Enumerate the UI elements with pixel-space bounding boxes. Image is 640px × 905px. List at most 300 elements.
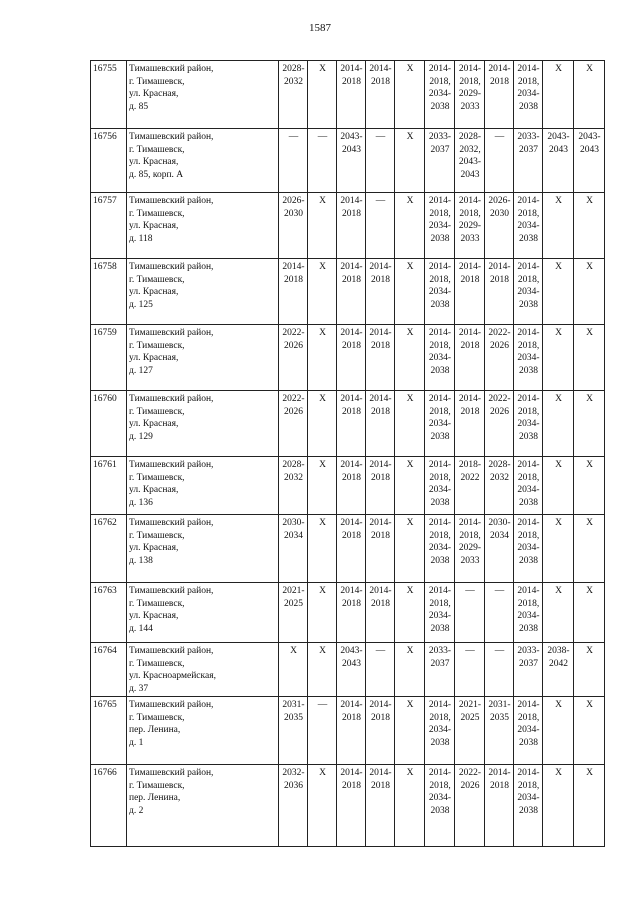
period-value: 2018 [342, 598, 361, 609]
period-value: 2018, [517, 530, 540, 541]
address-cell [127, 325, 279, 391]
period-value: 2034- [428, 287, 452, 297]
period-cell [514, 765, 543, 847]
period-cell [455, 325, 485, 391]
period-value: 2038 [519, 805, 538, 816]
period-cell [543, 129, 574, 193]
table-row [91, 61, 605, 129]
address-cell [127, 697, 279, 765]
period-value: 2031- [488, 700, 511, 710]
period-cell [485, 583, 514, 643]
period-value: 2026 [284, 406, 303, 417]
period-value: 2014- [369, 394, 392, 404]
period-cell [279, 325, 308, 391]
period-value: 2018, [429, 598, 451, 609]
period-value: 2034- [428, 725, 452, 735]
period-value: 2043- [547, 132, 570, 142]
address-line: Тимашевский район, [129, 132, 214, 142]
period-value: 2029- [458, 221, 482, 231]
period-value: — [494, 646, 505, 656]
period-value: X [586, 328, 593, 338]
period-cell [543, 325, 574, 391]
period-value: X [586, 64, 593, 74]
address-line: ул. Красная, [129, 353, 179, 363]
period-value: 2042 [549, 658, 568, 669]
row-number: 16763 [91, 583, 127, 643]
period-value: 2032- [282, 768, 305, 778]
address-line: ул. Красная, [129, 485, 179, 495]
period-value: 2034- [428, 353, 452, 363]
period-cell [543, 643, 574, 697]
address-line: Тимашевский район, [129, 460, 214, 470]
period-cell [574, 697, 605, 765]
period-value: X [319, 262, 326, 272]
period-value: 2018 [460, 340, 480, 351]
period-value: 2014- [428, 586, 452, 596]
period-value: 2018 [342, 472, 361, 483]
period-cell [395, 583, 425, 643]
period-value: 2022- [282, 328, 305, 338]
period-value: 2043 [342, 144, 361, 155]
row-number: 16766 [91, 765, 127, 847]
period-cell [279, 391, 308, 457]
period-value: 2038 [519, 737, 538, 748]
period-cell [514, 325, 543, 391]
address-line: ул. Красная, [129, 419, 179, 429]
period-cell [366, 515, 395, 583]
period-value: 2018 [371, 340, 390, 351]
period-value: 2018, [429, 274, 451, 285]
period-value: X [319, 586, 326, 596]
period-value: 2038 [519, 365, 538, 376]
period-cell [425, 259, 455, 325]
period-cell [308, 129, 337, 193]
period-value: 2014- [428, 460, 452, 470]
period-value: 2037 [519, 144, 538, 155]
period-cell [425, 129, 455, 193]
period-value: 2038 [430, 623, 450, 634]
period-value: X [319, 460, 326, 470]
period-value: 2014- [428, 262, 452, 272]
period-value: 2014- [282, 262, 305, 272]
table-row [91, 259, 605, 325]
address-line: Тимашевский район, [129, 700, 214, 710]
address-line: Тимашевский район, [129, 586, 214, 596]
period-cell [366, 391, 395, 457]
period-value: 2018 [460, 274, 480, 285]
address-line: г. Тимашевск, [129, 598, 185, 609]
period-cell [337, 583, 366, 643]
period-cell [366, 457, 395, 515]
period-value: 2014- [340, 64, 363, 74]
period-value: 2014- [517, 394, 540, 404]
address-line: д. 37 [129, 683, 149, 694]
period-value: 2014- [458, 394, 482, 404]
period-value: 2033 [460, 555, 480, 566]
period-value: 2018 [371, 472, 390, 483]
period-value: 2029- [458, 89, 482, 99]
period-cell [455, 697, 485, 765]
address-cell [127, 259, 279, 325]
period-value: 2018, [517, 780, 540, 791]
period-value: X [555, 64, 562, 74]
address-line: Тимашевский район, [129, 262, 214, 272]
period-value: 2018 [490, 780, 509, 791]
period-value: 2035 [284, 712, 303, 723]
period-value: 2028- [282, 64, 305, 74]
period-cell [574, 515, 605, 583]
period-value: X [406, 586, 414, 596]
period-cell [337, 129, 366, 193]
address-line: г. Тимашевск, [129, 144, 185, 155]
period-value: 2034- [517, 221, 540, 231]
period-value: 2043- [458, 157, 482, 167]
period-value: 2014- [488, 64, 511, 74]
period-value: X [406, 64, 414, 74]
period-value: 2034- [428, 611, 452, 621]
period-cell [543, 61, 574, 129]
period-value: 2034 [284, 530, 303, 541]
period-cell [455, 765, 485, 847]
period-value: 2018 [371, 780, 390, 791]
period-value: 2014- [428, 196, 452, 206]
table-row [91, 457, 605, 515]
period-value: 2034- [517, 485, 540, 495]
address-line: ул. Красная, [129, 287, 179, 297]
address-line: д. 125 [129, 299, 153, 310]
period-value: 2031- [282, 700, 305, 710]
period-cell [395, 325, 425, 391]
period-value: 2018, [517, 712, 540, 723]
period-value: 2018, [429, 76, 451, 87]
period-value: 2033- [428, 132, 452, 142]
period-value: 2038 [430, 101, 450, 112]
period-value: 2014- [517, 460, 540, 470]
period-cell [455, 643, 485, 697]
period-cell [543, 193, 574, 259]
period-value: 2026- [282, 196, 305, 206]
period-cell [279, 583, 308, 643]
address-line: д. 85 [129, 101, 149, 112]
period-cell [514, 457, 543, 515]
period-cell [395, 515, 425, 583]
address-cell [127, 61, 279, 129]
register-body [91, 61, 605, 847]
period-value: 2018 [490, 274, 509, 285]
period-value: X [555, 394, 562, 404]
period-cell [485, 193, 514, 259]
period-cell [543, 515, 574, 583]
period-value: 2037 [519, 658, 538, 669]
period-cell [514, 515, 543, 583]
period-value: 2038 [430, 737, 450, 748]
row-number: 16756 [91, 129, 127, 193]
period-value: X [555, 586, 562, 596]
period-cell [395, 193, 425, 259]
period-value: 2018, [459, 208, 481, 219]
period-value: — [465, 646, 475, 656]
period-value: 2034- [517, 89, 540, 99]
period-value: 2038 [519, 555, 538, 566]
period-cell [366, 61, 395, 129]
address-line: г. Тимашевск, [129, 406, 185, 417]
period-value: 2018 [342, 530, 361, 541]
period-value: 2018, [459, 76, 481, 87]
period-value: 2018 [342, 76, 361, 87]
period-value: 2018 [342, 406, 361, 417]
address-line: ул. Красная, [129, 543, 179, 553]
address-line: ул. Красноармейская, [129, 671, 216, 681]
period-value: 2014- [458, 262, 482, 272]
period-cell [485, 61, 514, 129]
period-cell [366, 765, 395, 847]
period-value: 2034- [517, 419, 540, 429]
period-cell [279, 61, 308, 129]
period-cell [279, 765, 308, 847]
period-value: 2038- [547, 646, 570, 656]
period-cell [279, 193, 308, 259]
period-cell [366, 583, 395, 643]
period-cell [395, 129, 425, 193]
address-cell [127, 643, 279, 697]
period-cell [485, 765, 514, 847]
address-cell [127, 193, 279, 259]
period-value: X [406, 460, 414, 470]
period-value: — [317, 700, 328, 710]
address-line: ул. Красная, [129, 611, 179, 621]
address-line: д. 1 [129, 737, 144, 748]
period-cell [574, 391, 605, 457]
period-value: 2038 [430, 555, 450, 566]
period-value: 2026- [488, 196, 511, 206]
period-value: 2032 [284, 472, 303, 483]
row-number: 16757 [91, 193, 127, 259]
period-value: X [586, 262, 593, 272]
period-value: 2014- [340, 328, 363, 338]
period-cell [455, 515, 485, 583]
address-line: Тимашевский район, [129, 328, 214, 338]
period-value: 2018, [517, 340, 540, 351]
period-cell [308, 515, 337, 583]
period-value: 2033 [460, 101, 480, 112]
period-cell [425, 391, 455, 457]
period-value: 2028- [488, 460, 511, 470]
period-cell [308, 259, 337, 325]
period-value: 2018, [429, 472, 451, 483]
address-line: д. 129 [129, 431, 153, 442]
address-line: г. Тимашевск, [129, 780, 185, 791]
period-value: 2043- [340, 646, 363, 656]
address-line: ул. Красная, [129, 221, 179, 231]
period-value: 2018, [429, 530, 451, 541]
period-value: 2032 [284, 76, 303, 87]
address-line: Тимашевский район, [129, 768, 214, 778]
period-cell [543, 259, 574, 325]
period-value: 2026 [490, 406, 509, 417]
period-value: 2014- [369, 328, 392, 338]
period-cell [395, 259, 425, 325]
period-cell [514, 643, 543, 697]
period-value: 2018, [429, 340, 451, 351]
period-cell [308, 391, 337, 457]
period-cell [485, 325, 514, 391]
table-row [91, 193, 605, 259]
period-value: X [406, 518, 414, 528]
period-value: 2014- [340, 586, 363, 596]
period-value: 2038 [430, 299, 450, 310]
row-number: 16764 [91, 643, 127, 697]
period-value: 2018- [458, 460, 482, 470]
address-line: г. Тимашевск, [129, 274, 185, 285]
period-cell [455, 61, 485, 129]
address-line: Тимашевский район, [129, 394, 214, 404]
period-cell [543, 765, 574, 847]
period-cell [279, 457, 308, 515]
period-cell [279, 515, 308, 583]
period-value: 2034- [428, 221, 452, 231]
period-cell [366, 129, 395, 193]
period-value: 2018 [342, 208, 361, 219]
period-value: 2018 [342, 340, 361, 351]
address-line: д. 85, корп. А [129, 169, 184, 180]
period-value: 2030 [490, 208, 509, 219]
period-cell [485, 129, 514, 193]
table-row [91, 325, 605, 391]
period-value: 2021- [282, 586, 305, 596]
period-cell [543, 697, 574, 765]
period-cell [337, 457, 366, 515]
period-cell [455, 391, 485, 457]
period-cell [574, 129, 605, 193]
register-table [90, 60, 605, 847]
period-value: 2038 [519, 623, 538, 634]
period-value: X [406, 262, 414, 272]
period-cell [337, 193, 366, 259]
address-line: Тимашевский район, [129, 518, 214, 528]
period-value: 2043 [342, 658, 361, 669]
address-line: г. Тимашевск, [129, 472, 185, 483]
period-value: — [494, 586, 505, 596]
period-value: 2021- [458, 700, 482, 710]
period-value: 2014- [340, 518, 363, 528]
period-value: 2034 [490, 530, 509, 541]
period-cell [514, 129, 543, 193]
period-value: 2014- [517, 328, 540, 338]
period-value: 2028- [458, 132, 482, 142]
period-value: 2026 [284, 340, 303, 351]
period-cell [337, 697, 366, 765]
period-value: 2014- [428, 394, 452, 404]
period-value: 2014- [369, 586, 392, 596]
period-cell [485, 259, 514, 325]
address-line: пер. Ленина, [129, 725, 181, 735]
period-cell [337, 643, 366, 697]
period-cell [514, 697, 543, 765]
period-cell [455, 193, 485, 259]
period-cell [455, 259, 485, 325]
address-cell [127, 583, 279, 643]
period-value: 2014- [340, 700, 363, 710]
period-value: 2034- [428, 419, 452, 429]
period-value: X [586, 700, 593, 710]
period-value: X [406, 700, 414, 710]
period-value: X [586, 394, 593, 404]
period-value: 2034- [428, 543, 452, 553]
period-value: 2034- [428, 485, 452, 495]
period-cell [514, 61, 543, 129]
address-cell [127, 129, 279, 193]
period-value: 2038 [430, 233, 450, 244]
period-value: X [586, 646, 593, 656]
period-cell [425, 643, 455, 697]
period-value: 2018 [371, 530, 390, 541]
period-value: 2014- [517, 196, 540, 206]
period-value: 2014- [517, 64, 540, 74]
period-value: X [586, 460, 593, 470]
period-value: X [555, 328, 562, 338]
period-value: 2014- [428, 768, 452, 778]
table-row [91, 391, 605, 457]
period-value: 2038 [430, 805, 450, 816]
period-cell [574, 259, 605, 325]
period-cell [366, 697, 395, 765]
period-value: 2038 [519, 299, 538, 310]
period-cell [308, 697, 337, 765]
period-value: 2034- [517, 793, 540, 803]
period-value: 2028- [282, 460, 305, 470]
period-cell [425, 193, 455, 259]
period-cell [574, 61, 605, 129]
period-value: — [288, 132, 299, 142]
period-value: 2014- [369, 64, 392, 74]
period-cell [425, 697, 455, 765]
period-value: X [555, 196, 562, 206]
period-cell [425, 515, 455, 583]
period-cell [574, 643, 605, 697]
period-cell [337, 391, 366, 457]
period-value: 2022- [488, 328, 511, 338]
period-value: X [406, 394, 414, 404]
period-value: 2018, [517, 472, 540, 483]
period-value: 2033- [517, 132, 540, 142]
period-value: 2014- [458, 328, 482, 338]
period-cell [308, 583, 337, 643]
period-cell [574, 457, 605, 515]
period-value: 2030- [282, 518, 305, 528]
period-value: 2022- [488, 394, 511, 404]
table-row [91, 765, 605, 847]
period-value: 2022- [458, 768, 482, 778]
period-value: X [290, 646, 297, 656]
period-cell [395, 391, 425, 457]
period-cell [543, 457, 574, 515]
period-value: 2025 [284, 598, 303, 609]
period-cell [337, 765, 366, 847]
period-cell [485, 643, 514, 697]
period-value: 2018 [460, 406, 480, 417]
period-value: 2034- [517, 287, 540, 297]
page-number: 1587 [309, 22, 331, 34]
period-cell [425, 325, 455, 391]
period-value: X [586, 196, 593, 206]
period-value: 2033- [428, 646, 452, 656]
period-value: 2038 [519, 497, 538, 508]
period-value: X [319, 196, 326, 206]
period-value: 2014- [458, 196, 482, 206]
address-cell [127, 457, 279, 515]
address-line: д. 118 [129, 233, 153, 244]
period-value: 2014- [517, 700, 540, 710]
